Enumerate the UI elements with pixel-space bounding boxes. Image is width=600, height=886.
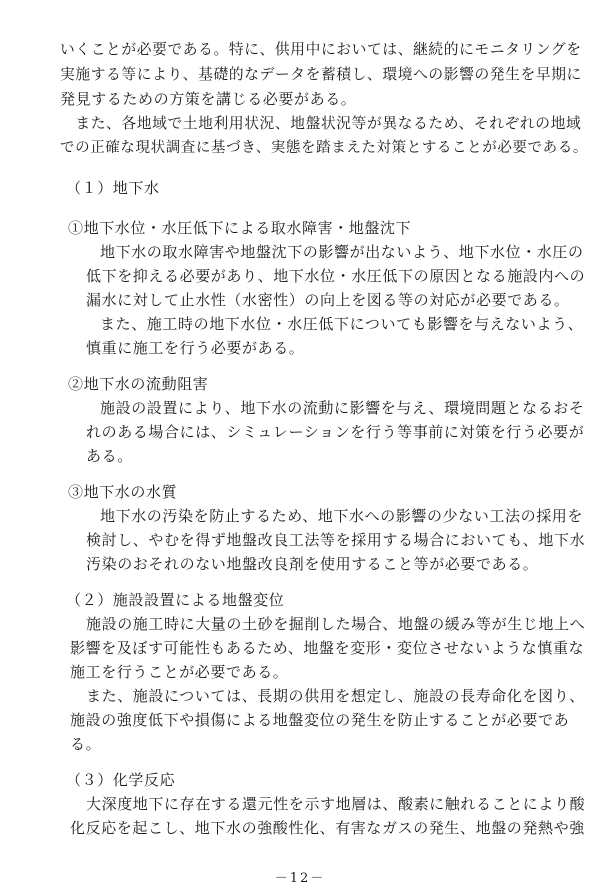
- intro-line-3: 発見するための方策を講じる必要がある。: [60, 90, 357, 108]
- item-2-line-3: ある。: [86, 447, 133, 465]
- section-2-line-6: る。: [70, 735, 102, 753]
- section-3-line-2: 化反応を起こし、地下水の強酸性化、有害なガスの発生、地盤の発熱や強: [70, 819, 585, 837]
- item-1-line-4: また、施工時の地下水位・水圧低下についても影響を与えないよう、: [100, 315, 584, 333]
- item-2-line-2: れのある場合には、シミュレーションを行う等事前に対策を行う必要が: [86, 423, 585, 441]
- item-2-heading: ②地下水の流動阻害: [68, 375, 209, 393]
- section-3-heading: （３）化学反応: [66, 771, 176, 789]
- intro-line-4: また、各地域で土地利用状況、地盤状況等が異なるため、それぞれの地域: [60, 115, 582, 132]
- intro-line-1: いくことが必要である。特に、供用中においては、継続的にモニタリングを: [60, 41, 582, 58]
- section-2-line-1: 施設の施工時に大量の土砂を掘削した場合、地盤の緩み等が生じ地上へ: [86, 615, 586, 633]
- item-1-line-5: 慎重に施工を行う必要がある。: [86, 339, 305, 357]
- item-1-heading: ①地下水位・水圧低下による取水障害・地盤沈下: [68, 219, 412, 237]
- item-3-line-3: 汚染のおそれのない地盤改良剤を使用すること等が必要である。: [86, 555, 539, 573]
- section-2-line-2: 影響を及ぼす可能性もあるため、地盤を変形・変位させないような慎重な: [70, 639, 585, 657]
- item-1-line-3: 漏水に対して止水性（水密性）の向上を図る等の対応が必要である。: [86, 291, 570, 309]
- item-3-line-1: 地下水の汚染を防止するため、地下水への影響の少ない工法の採用を: [100, 507, 584, 525]
- section-2-line-4: また、施設については、長期の供用を想定し、施設の長寿命化を図り、: [86, 687, 585, 705]
- item-1-line-1: 地下水の取水障害や地盤沈下の影響が出ないよう、地下水位・水圧の: [100, 243, 584, 261]
- section-2-line-3: 施工を行うことが必要である。: [70, 663, 289, 681]
- section-2-line-5: 施設の強度低下や損傷による地盤変位の発生を防止することが必要であ: [70, 711, 570, 729]
- item-1-line-2: 低下を抑える必要があり、地下水位・水圧低下の原因となる施設内への: [86, 267, 586, 285]
- item-3-heading: ③地下水の水質: [68, 483, 178, 501]
- intro-line-5: での正確な現状調査に基づき、実態を踏まえた対策とすることが必要である。: [60, 140, 588, 156]
- item-2-line-1: 施設の設置により、地下水の流動に影響を与え、環境問題となるおそ: [100, 399, 585, 417]
- item-3-line-2: 検討し、やむを得ず地盤改良工法等を採用する場合においても、地下水: [86, 531, 586, 549]
- section-2-heading: （２）施設設置による地盤変位: [66, 591, 285, 609]
- intro-line-2: 実施する等により、基礎的なデータを蓄積し、環境への影響の発生を早期に: [60, 66, 582, 83]
- section-1-heading: （１）地下水: [66, 179, 160, 197]
- page-number: －12－: [274, 871, 326, 886]
- section-3-line-1: 大深度地下に存在する還元性を示す地層は、酸素に触れることにより酸: [86, 795, 586, 813]
